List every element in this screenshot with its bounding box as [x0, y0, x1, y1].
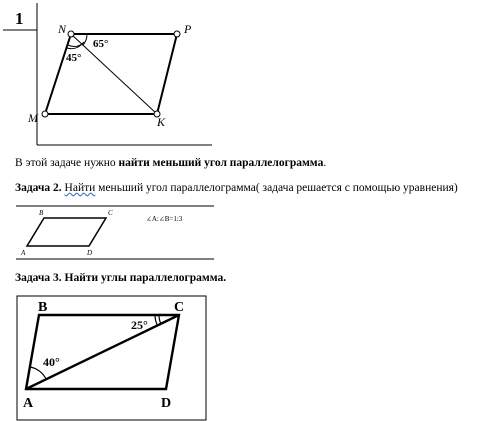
task1-suffix: . — [323, 157, 327, 169]
task2-rest: меньший угол параллелограмма( задача решается с помощью уравнения) — [95, 182, 458, 194]
vertex-b-label: B — [39, 209, 44, 217]
vertex-a-label-3: A — [23, 396, 34, 411]
task2-text — [15, 182, 458, 194]
task2-label: Задача 2. — [15, 182, 62, 194]
vertex-a-label: A — [21, 249, 26, 257]
diagonal-ac — [26, 315, 179, 389]
task3-title: Задача 3. Найти углы параллелограмма. — [15, 272, 227, 284]
parallelogram-abcd — [27, 218, 106, 246]
task2-link-word: Найти — [64, 182, 96, 194]
vertex-p-point — [174, 31, 180, 37]
angle-top-label: 65° — [93, 38, 109, 50]
vertex-c-label: C — [108, 209, 113, 217]
task1-text — [15, 157, 326, 169]
parallelogram-nmkp — [45, 34, 177, 114]
vertex-b-label-3: B — [38, 300, 48, 315]
vertex-p-label: P — [184, 22, 192, 36]
vertex-n-point — [68, 31, 74, 37]
figure-1 — [0, 0, 500, 150]
angle-arc-top — [83, 34, 88, 46]
ratio-label: ∠A:∠B=1:3 — [146, 215, 183, 223]
angle-left-label: 45° — [66, 52, 82, 64]
task1-bold: найти меньший угол параллелограмма — [118, 157, 324, 169]
figure-2 — [0, 200, 500, 264]
vertex-n-label: N — [58, 22, 67, 36]
vertex-k-label: K — [157, 115, 166, 129]
angle-c-arc — [155, 315, 158, 326]
vertex-c-label-3: C — [174, 300, 185, 315]
angle-a-label: 40° — [43, 355, 60, 369]
vertex-d-label: D — [87, 249, 93, 257]
figure-3 — [0, 290, 500, 421]
task1-prefix: В этой задаче нужно — [15, 157, 119, 169]
vertex-m-label: M — [28, 111, 38, 125]
vertex-m-point — [42, 111, 48, 117]
figure-number: 1 — [15, 9, 24, 28]
angle-c-label: 25° — [131, 318, 148, 332]
vertex-d-label-3: D — [161, 396, 172, 411]
diagonal-nk — [71, 34, 157, 114]
